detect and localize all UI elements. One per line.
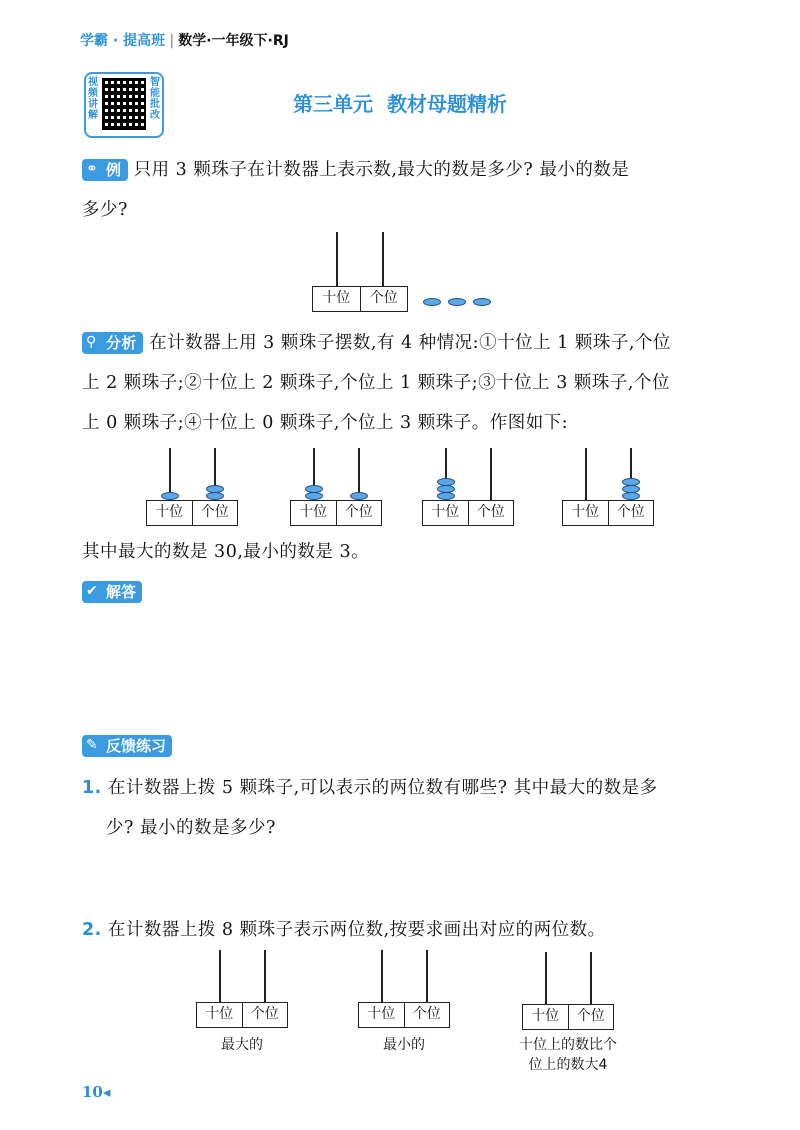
practice-tag: ✎ 反馈练习 [82,735,172,757]
analysis-line3: 上 0 颗珠子;④十位上 0 颗珠子,个位上 3 颗珠子。作图如下: [82,413,569,433]
tens-label: 十位 [155,504,184,520]
abacus-frame [358,1002,450,1028]
question-1 [82,768,732,848]
answer-tag: ✔ 解答 [82,581,142,603]
abacus-frame [290,500,382,526]
abacus-frame [312,286,408,312]
tens-rod [545,952,547,1004]
practice-abacus-diff4[interactable] [522,952,614,1030]
question-number: 2. [82,920,102,940]
practice-section [82,735,172,757]
tens-label: 十位 [322,290,351,306]
ones-rod [590,952,592,1004]
caption-diff4-line2: 位上的数大4 [528,1057,608,1073]
pencil-icon: ✎ [86,737,98,753]
example-block [82,150,732,230]
abacus-frame [522,1004,614,1030]
subject-label: 数学·一年级下·RJ [178,33,289,49]
bead [622,485,640,493]
abacus-frame [196,1002,288,1028]
case-abacus [290,448,382,526]
loose-bead [473,298,491,306]
practice-abacus-max[interactable] [196,950,288,1028]
ones-label: 个位 [404,1003,450,1027]
tens-rod [219,950,221,1002]
qr-right-label: 智能批改 [150,77,160,121]
ones-label: 个位 [608,501,654,525]
unit-title [0,88,800,117]
ones-rod [426,950,428,1002]
bead [206,492,224,500]
magnifier-icon: ⚲ [86,334,97,350]
caption-min: 最小的 [383,1037,425,1053]
bead [206,485,224,493]
example-abacus [312,232,408,312]
case-abacus [422,448,514,526]
answer-section [82,581,142,603]
ones-label: 个位 [192,501,238,525]
page-header: 学霸 · 提高班 | 数学·一年级下·RJ [80,33,289,49]
tens-label: 十位 [431,504,460,520]
ones-label: 个位 [242,1003,288,1027]
tens-label: 十位 [367,1006,396,1022]
bead [437,485,455,493]
page-number: 10◂ [82,1083,111,1101]
bead [437,492,455,500]
tens-rod [585,448,587,500]
analysis-block [82,323,732,443]
loose-bead [448,298,466,306]
abacus-frame [422,500,514,526]
example-text-line2: 多少? [82,200,128,220]
tens-label: 十位 [571,504,600,520]
example-text-line1: 只用 3 颗珠子在计数器上表示数,最大的数是多少? 最小的数是 [133,160,630,180]
bead [161,492,179,500]
abacus-frame [562,500,654,526]
abacus-frame [146,500,238,526]
bead [437,478,455,486]
loose-bead [423,298,441,306]
analysis-conclusion: 其中最大的数是 30,最小的数是 3。 [82,542,370,562]
question-number: 1. [82,778,102,798]
bead [305,492,323,500]
bead [622,478,640,486]
ones-rod [264,950,266,1002]
caption-diff4-line1: 十位上的数比个 [519,1037,617,1053]
question-1-line1: 在计数器上拨 5 颗珠子,可以表示的两位数有哪些? 其中最大的数是多 [107,778,658,798]
analysis-line1: 在计数器上用 3 颗珠子摆数,有 4 种情况:①十位上 1 颗珠子,个位 [149,333,671,353]
brand-name: 学霸 [80,33,108,49]
unit-subtitle: 教材母题精析 [387,92,507,116]
ones-label: 个位 [360,287,408,311]
question-1-line2: 少? 最小的数是多少? [106,818,276,838]
checkmark-icon: ✔ [86,583,98,599]
example-tag: ⚭ 例 [82,159,128,181]
case-abacus [146,448,238,526]
case-abacus [562,448,654,526]
bead [622,492,640,500]
ones-rod [490,448,492,500]
practice-abacus-min[interactable] [358,950,450,1028]
question-2 [82,910,732,950]
question-2-text: 在计数器上拨 8 颗珠子表示两位数,按要求画出对应的两位数。 [107,920,606,940]
link-icon: ⚭ [86,161,99,177]
ones-label: 个位 [568,1005,614,1029]
series-name: 提高班 [123,33,166,49]
unit-number: 第三单元 [293,92,373,116]
caption-diff4 [500,1035,636,1075]
caption-max: 最大的 [221,1037,263,1053]
analysis-line2: 上 2 颗珠子;②十位上 2 颗珠子,个位上 1 颗珠子;③十位上 3 颗珠子,个位 [82,373,670,393]
tens-label: 十位 [531,1008,560,1024]
bead [305,485,323,493]
tens-rod [381,950,383,1002]
tens-label: 十位 [205,1006,234,1022]
tens-rod [336,232,338,286]
qr-left-label: 视频讲解 [88,77,98,121]
ones-label: 个位 [468,501,514,525]
ones-rod [382,232,384,286]
ones-label: 个位 [336,501,382,525]
analysis-tag: ⚲ 分析 [82,332,143,354]
bead [350,492,368,500]
tens-label: 十位 [299,504,328,520]
